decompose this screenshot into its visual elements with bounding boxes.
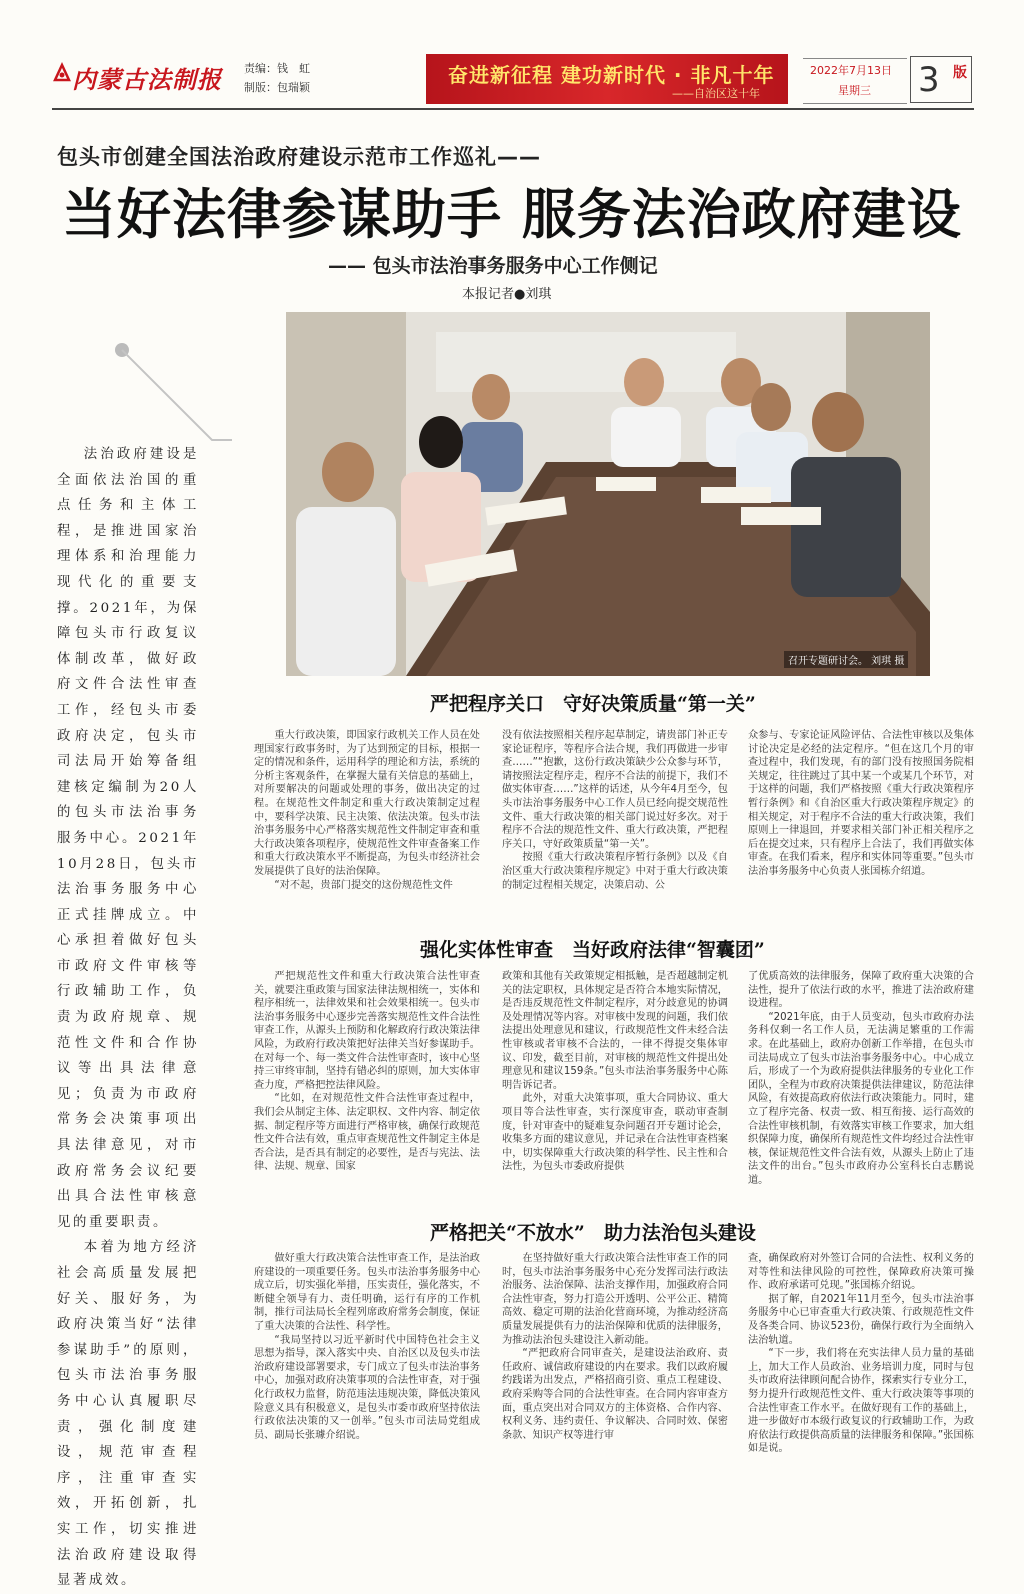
article-paragraph: “下一步，我们将在充实法律人员力量的基础上，加大工作人员政治、业务培训力度，同时与包头市政府法律顾问配合协作，探索实行专业分工，努力提升行政规范性文件、重大行政决策等事项的合法性审查工作水平。在做好现有工作的基础上，进一步做好市本级行政复议的行政辅助工作，为政府依法行政提供高质量的法律服务和保障。”张国栋如是说。 bbox=[748, 1348, 974, 1455]
article-paragraph: 没有依法按照相关程序起草制定，请贵部门补正专家论证程序，等程序合法合规，我们再做进一步审查……”“抱歉，这份行政决策缺少公众参与环节，请按照法定程序走，程序不合法的前提下，我们不做实体审查……”这样的话述，从今年4月至今，包头市法治事务服务中心工作人员已经向提交规范性文件、重大行政决策的相关部门说过好多次。对于程序不合法的规范性文件、重大行政决策，严把程序关口，守好政策质量“第一关”。 bbox=[502, 730, 728, 850]
issue-date: 2022年7月13日 bbox=[810, 64, 892, 77]
section-2-column-1 bbox=[254, 970, 480, 1206]
article-paragraph: 重大行政决策，即国家行政机关工作人员在处理国家行政事务时，为了达到预定的目标，根据一定的情况和条件，运用科学的理论和方法，系统的分析主客观条件，在掌握大量有关信息的基础上，对所要解决的问题或处理的事务，做出决定的过程。在规范性文件制定和重大行政决策制定过程中，要科学决策、民主决策、依法决策。包头市法治事务服务中心严格落实规范性文件制定审查和重大行政决策各项程序，使规范性文件审查备案工作和重大行政决策水平不断提高，为包头市经济社会发展提供了良好的法治保障。 bbox=[254, 730, 480, 877]
producer-credit: 制版：包瑞颖 bbox=[244, 81, 310, 94]
section-heading-2: 强化实体性审查 当好政府法律“智囊团” bbox=[420, 939, 765, 961]
section-2-column-2 bbox=[502, 970, 728, 1206]
article-paragraph: 据了解，自2021年11月至今，包头市法治事务服务中心已审查重大行政决策、行政规范性文件及各类合同、协议523份，确保行政行为全面纳入法治轨道。 bbox=[748, 1293, 974, 1346]
article-paragraph: 严把规范性文件和重大行政决策合法性审查关，就要注重政策与国家法律法规相统一，实体和程序相统一，法律效果和社会效果相统一。包头市法治事务服务中心逐步完善落实规范性文件合法性审查工作，从源头上预防和化解政府行政决策法律风险，为政府行政决策把好法律关当好参谋助手。在对每一个、每一类文件合法性审查时，该中心坚持三审终审制，坚持有错必纠的原则，加大实体审查力度，严格把控法律风险。 bbox=[254, 971, 480, 1091]
section-1-column-2 bbox=[502, 729, 728, 919]
editor-credit: 责编：钱 虹 bbox=[244, 62, 310, 75]
article-paragraph: 众参与、专家论证风险评估、合法性审核以及集体讨论决定是必经的法定程序。“但在这几个月的审查过程中，我们发现，有的部门没有按照国务院相关规定，往往跳过了其中某一个或某几个环节，对于这样的问题，我们严格按照《重大行政决策程序暂行条例》和《自治区重大行政决策程序规定》的相关规定，对于程序不合法的重大行政决策，我们原则上一律退回，并要求相关部门补正相关程序之后在提交过来，只有程序上合法了，我们再做实体审查。在我们看来，程序和实体同等重要。”包头市法治事务服务中心负责人张国栋介绍道。 bbox=[748, 730, 974, 877]
intro-sidebar bbox=[57, 442, 199, 1594]
newspaper-logo-icon bbox=[52, 62, 72, 84]
article-paragraph: “严把政府合同审查关，是建设法治政府、责任政府、诚信政府建设的内在要求。我们以政府履约践诺为出发点，严格招商引资、重点工程建设、政府采购等合同的合法性审查。在合同内容审查方面，重点突出对合同双方的主体资格、合作内容、权利义务、违约责任、争议解决、合同时效、保密条款、知识产权等进行审 bbox=[502, 1348, 728, 1441]
section-heading-1: 严把程序关口 守好决策质量“第一关” bbox=[430, 693, 756, 715]
article-paragraph: 按照《重大行政决策程序暂行条例》以及《自治区重大行政决策程序规定》中对于重大行政决策的制定过程相关规定，决策启动、公 bbox=[502, 852, 728, 891]
issue-weekday: 星期三 bbox=[838, 84, 871, 97]
article-kicker: 包头市创建全国法治政府建设示范市工作巡礼—— bbox=[57, 145, 541, 169]
theme-banner bbox=[426, 54, 788, 104]
meeting-photo-illustration bbox=[286, 312, 930, 676]
section-3-column-2 bbox=[502, 1252, 728, 1476]
page-label: 版 bbox=[953, 65, 967, 81]
article-byline: 本报记者●刘琪 bbox=[462, 287, 552, 302]
section-3-column-3 bbox=[748, 1252, 974, 1476]
banner-subtitle: ——自治区这十年 bbox=[672, 87, 760, 100]
article-paragraph: 查，确保政府对外签订合同的合法性、权利义务的对等性和法律风险的可控性，保障政府决策可操作、政府承诺可兑现。”张国栋介绍说。 bbox=[748, 1253, 974, 1292]
article-subtitle: —— 包头市法治事务服务中心工作侧记 bbox=[328, 255, 658, 277]
article-paragraph: “我局坚持以习近平新时代中国特色社会主义思想为指导，深入落实中央、自治区以及包头市法治政府建设部署要求，专门成立了包头市法治事务中心，加强对政府决策事项的合法性审查，对于强化行政权力监督，防范违法违规决策，降低决策风险意义具有积极意义，是包头市委市政府坚持依法行政依法决策的又一创举。”包头市司法局党组成员、副局长张璩介绍说。 bbox=[254, 1334, 480, 1441]
section-1-column-3 bbox=[748, 729, 974, 919]
article-paragraph: 做好重大行政决策合法性审查工作，是法治政府建设的一项重要任务。包头市法治事务服务中心成立后，切实强化举措，压实责任，强化落实，不断健全领导有力、责任明确，运行有序的工作机制，推行司法局长全程列席政府常务会制度，保证了重大决策的合法性、科学性。 bbox=[254, 1253, 480, 1332]
header-divider bbox=[52, 108, 974, 110]
intro-paragraph: 本着为地方经济社会高质量发展把好关、服好务，为政府决策当好“法律参谋助手”的原则，包头市法治事务服务中心认真履职尽责，强化制度建设，规范审查程序，注重审查实效，开拓创新，扎实工作，切实推进法治政府建设取得显著成效。 bbox=[57, 1240, 199, 1589]
article-paragraph: “对不起，贵部门提交的这份规范性文件 bbox=[274, 879, 453, 891]
banner-title: 奋进新征程 建功新时代 · 非凡十年 bbox=[448, 63, 775, 87]
article-paragraph: 在坚持做好重大行政决策合法性审查工作的同时，包头市法治事务服务中心充分发挥司法行政法治服务、法治保障、法治支撑作用，加强政府合同合法性审查，努力打造公开透明、公平公正、精简高效、稳定可期的法治化营商环境，为推动经济高质量发展提供有力的法治保障和优质的法律服务，为推动法治包头建设注入新动能。 bbox=[502, 1253, 728, 1346]
article-paragraph: 此外，对重大决策事项，重大合同协议、重大项目等合法性审查，实行深度审查，联动审查制度，针对审查中的疑难复杂问题召开专题讨论会，收集多方面的建议意见，并记录在合法性审查档案中，切实保障重大行政决策的科学性、民主性和合法性，为包头市委政府提供 bbox=[502, 1093, 728, 1173]
intro-paragraph: 法治政府建设是全面依法治国的重点任务和主体工程，是推进国家治理体系和治理能力现代化的重要支撑。2021年，为保障包头市行政复议体制改革，做好政府文件合法性审查工作，经包头市委政府决定，包头市司法局开始筹备组建核定编制为20人的包头市法治事务服务中心。2021年10月28日，包头市法治事务服务中心正式挂牌成立。中心承担着做好包头市政府文件审核等行政辅助工作，负责为政府规章、规范性文件和合作协议等出具法律意见；负责为市政府常务会决策事项出具法律意见，对市政府常务会议纪要出具合法性审核意见的重要职责。 bbox=[57, 447, 199, 1230]
article-paragraph: 了优质高效的法律服务，保障了政府重大决策的合法性，提升了依法行政的水平，推进了法治政府建设进程。 bbox=[748, 971, 974, 1010]
article-paragraph: 政策和其他有关政策规定相抵触，是否超越制定机关的法定职权，具体规定是否符合本地实际情况，是否违反规范性文件制定程序，对分歧意见的协调及处理情况等内容。对审核中发现的问题，我们依法提出处理意见和建议，行政规范性文件未经合法性审核或者审核不合法的，一律不得提交集体审议、印发，截至目前，对审核的规范性文件提出处理意见和建议159条。”包头市法治事务服务中心陈明告诉记者。 bbox=[502, 971, 728, 1091]
section-heading-3: 严格把关“不放水” 助力法治包头建设 bbox=[430, 1222, 756, 1244]
section-3-column-1 bbox=[254, 1252, 480, 1476]
photo-caption: 召开专题研讨会。 刘琪 摄 bbox=[784, 651, 908, 668]
section-2-column-3 bbox=[748, 970, 974, 1206]
decorative-line bbox=[52, 336, 232, 446]
section-1-column-1 bbox=[254, 729, 480, 919]
article-paragraph: “比如，在对规范性文件合法性审查过程中，我们会从制定主体、法定职权、文件内容、制定依据、制定程序等方面进行严格审核，确保行政规范性文件合法有效，重点审查规范性文件制定主体是否合法，是否具有制定的必要性，是否与宪法、法律、法规、规章、国家 bbox=[254, 1093, 480, 1173]
article-paragraph: “2021年底，由于人员变动，包头市政府办法务科仅剩一名工作人员，无法满足繁重的工作需求。在此基础上，政府办创新工作举措，在包头市司法局成立了包头市法治事务服务中心。中心成立后，形成了一个为政府提供法律服务的专业化工作团队，全程为市政府决策提供法律建议，防范法律风险，有效提高政府依法行政决策能力。同时，建立了程序完备、权责一致、相互衔接、运行高效的合法性审核机制，有效落实审核工作要求，加大组织保障力度，确保所有规范性文件均经过合法性审核，保证规范性文件合法有效，从源头上防止了违法文件的出台。”包头市政府办公室科长白志鹏说道。 bbox=[748, 1011, 974, 1186]
newspaper-logo: 内蒙古法制报 bbox=[72, 65, 222, 94]
article-headline: 当好法律参谋助手 服务法治政府建设 bbox=[62, 182, 962, 246]
page-number: 3 bbox=[918, 60, 940, 100]
meeting-photo bbox=[286, 312, 930, 676]
